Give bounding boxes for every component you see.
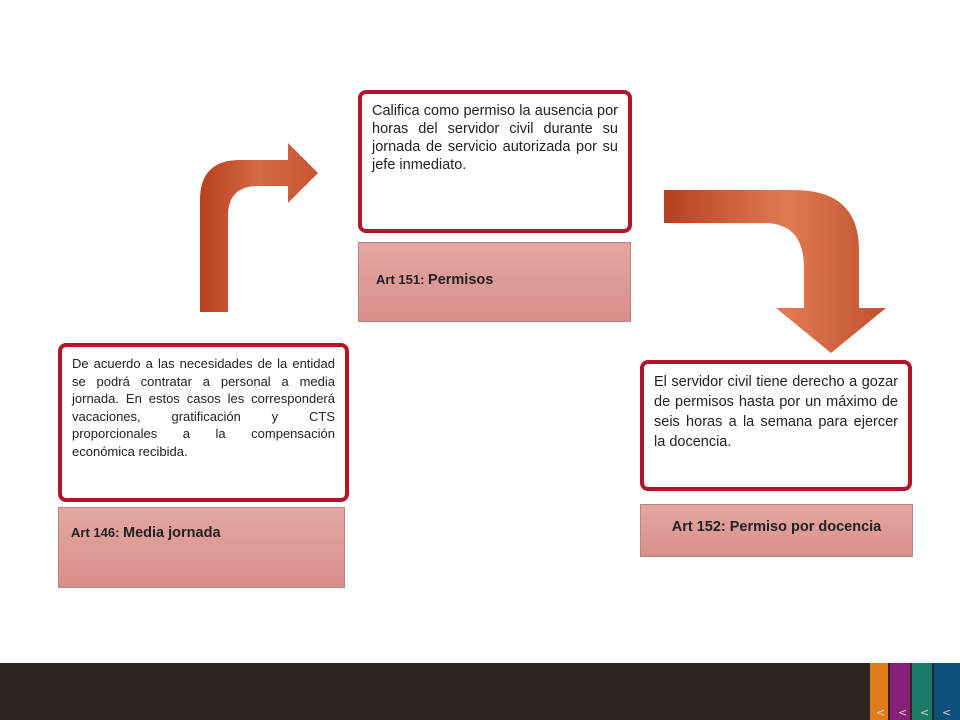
permiso-docencia-label: Art 152: Permiso por docencia	[671, 519, 882, 535]
permisos-label-box	[358, 242, 631, 322]
bent-arrow-right-down	[664, 188, 889, 354]
permiso-docencia-description-text: El servidor civil tiene derecho a gozar de permisos hasta por un máximo de seis horas a la semana para ejercer la docencia.	[654, 374, 898, 450]
permiso-docencia-label-box	[640, 504, 913, 557]
permiso-docencia-description-box	[640, 360, 912, 491]
media-jornada-label-box	[58, 507, 345, 588]
media-jornada-label-title: Media jornada	[123, 525, 221, 541]
bent-arrow-up-right	[190, 140, 320, 315]
chevron-left-icon: <	[920, 706, 930, 719]
footer-bar	[0, 663, 960, 720]
permisos-description-text: Califica como permiso la ausencia por horas del servidor civil durante su jornada de servicio autorizada por su jefe inmediato.	[372, 103, 618, 173]
chevron-left-icon: <	[942, 706, 952, 719]
permisos-description-box	[358, 90, 632, 233]
permisos-label-title: Permisos	[428, 272, 494, 288]
media-jornada-description-box	[58, 343, 349, 502]
media-jornada-label-prefix: Art 146:	[71, 525, 124, 540]
media-jornada-description-text: De acuerdo a las necesidades de la entidad se podrá contratar a personal a media jornada. En estos casos les corresponderá vacaciones, gratificación y CTS proporcionales a la compensación económica recibida.	[72, 356, 335, 459]
chevron-left-icon: <	[898, 706, 908, 719]
permisos-label-prefix: Art 151:	[376, 272, 429, 287]
chevron-left-icon: <	[876, 706, 886, 719]
